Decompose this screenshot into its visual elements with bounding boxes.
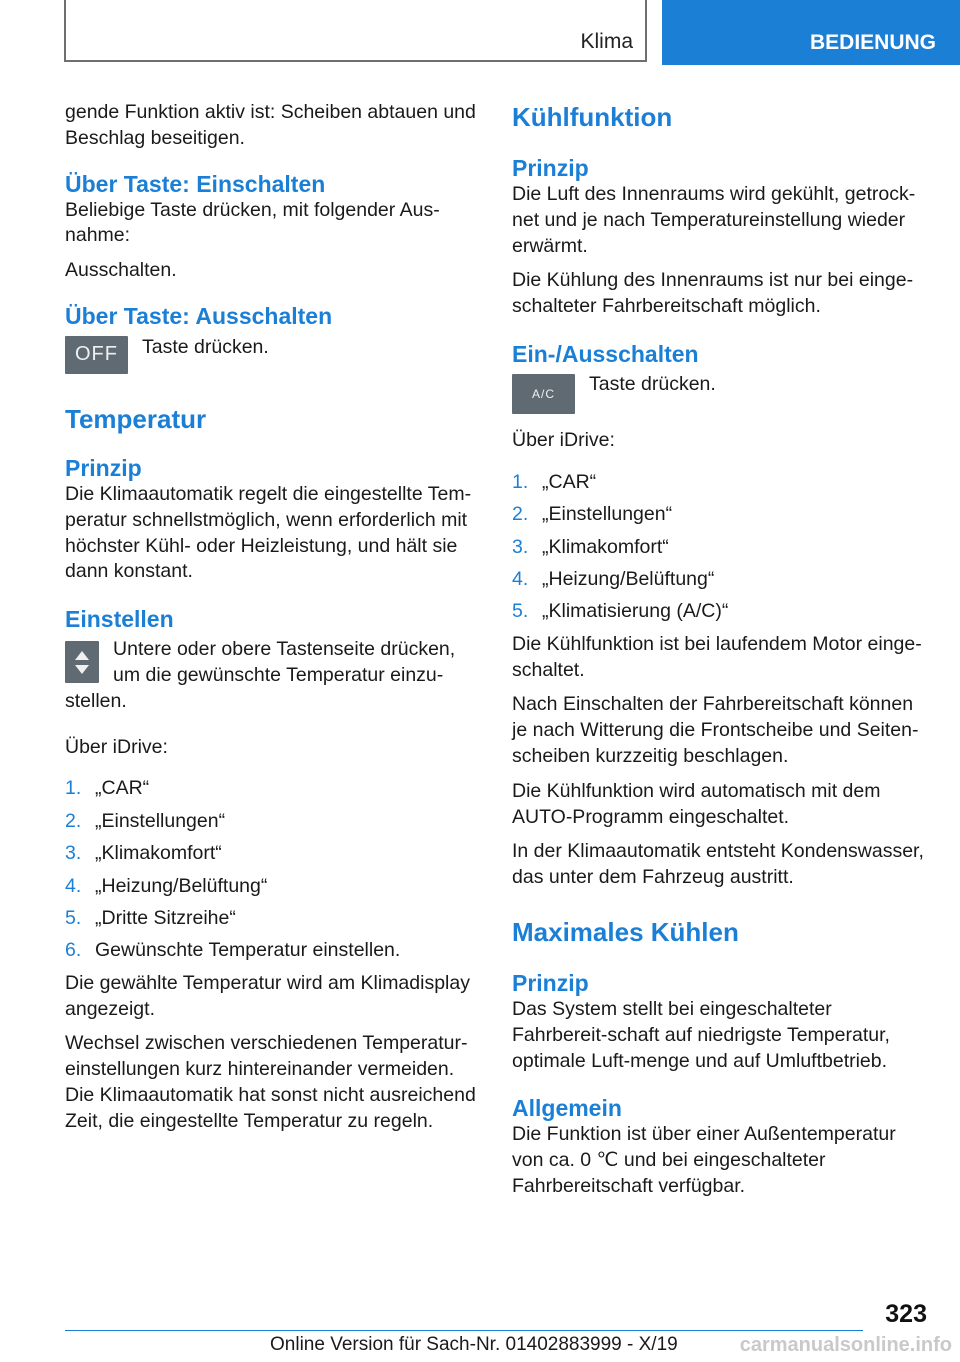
heading-einstellen: Einstellen [65,606,174,633]
list-item: 3. „Klimakomfort“ [65,842,222,865]
section-title: Klima [580,30,633,53]
text-display: Die gewählte Temperatur wird am Klimadisplay angezeigt. [65,971,470,1020]
text-motor: Die Kühlfunktion ist bei laufendem Motor einge-schaltet. [512,632,922,681]
text-nach: Nach Einschalten der Fahrbereitschaft können je nach Witterung die Frontscheibe und Seiten-scheiben kurzzeitig beschlagen. [512,693,919,767]
temp-instruction-cont: stellen. [65,689,127,712]
list-item: 4. „Heizung/Belüftung“ [512,567,715,590]
right-column [512,100,928,1209]
heading-prinzip-kuehl: Prinzip [512,155,589,181]
footer-watermark: carmanualsonline.info [739,1334,952,1356]
text-allgemein: Die Funktion ist über einer Außentemperatur von ca. 0 ℃ und bei eingeschalteter Fahrbereitschaft verfügbar. [512,1123,896,1197]
list-item: 2. „Einstellungen“ [65,809,226,832]
intro-text: gende Funktion aktiv ist: Scheiben abtauen und Beschlag beseitigen. [65,101,476,149]
heading-button-on: Über Taste: Einschalten [65,170,326,197]
text-prinzip: Die Klimaautomatik regelt die eingestellte Tem-peratur schnellstmöglich, wenn erforderlich mit höchster Kühl- oder Heizleistung, und hält sie dann konstant. [65,482,472,583]
header-chapter-box [662,0,960,65]
idrive-steps-right [512,470,928,625]
heading-button-off: Über Taste: Ausschalten [65,302,333,329]
list-item: 3. „Klimakomfort“ [512,535,669,558]
list-item: 5. „Klimatisierung (A/C)“ [512,600,729,623]
heading-allgemein: Allgemein [512,1095,622,1122]
list-item: 1. „CAR“ [65,777,150,800]
heading-temperatur: Temperatur [65,403,207,434]
list-item: 1. „CAR“ [512,470,597,493]
heading-kuehlfunktion: Kühlfunktion [512,102,673,132]
ac-button-icon: A/C [512,374,575,414]
off-instruction-text: Taste drücken. [142,335,269,358]
text-prinzip-2: Die Kühlung des Innenraums ist nur bei einge-schalteter Fahrbereitschaft möglich. [512,269,914,318]
list-item: 5. „Dritte Sitzreihe“ [65,906,236,929]
arrow-up-icon [75,651,89,660]
temp-instruction [65,638,479,689]
text-max: Das System stellt bei eingeschalteter Fahrbereit-schaft auf niedrigste Temperatur, optimale Luft-menge und auf Umluftbetrieb. [512,997,890,1072]
list-item: 6. Gewünschte Temperatur einstellen. [65,939,401,962]
header-section-box [64,0,647,62]
text-kondens: In der Klimaautomatik entsteht Kondenswasser, das unter dem Fahrzeug austritt. [512,840,924,889]
list-item: 4. „Heizung/Belüftung“ [65,874,268,897]
footer-divider [65,1330,863,1331]
text-wechsel: Wechsel zwischen verschiedenen Temperatur-einstellungen kurz hintereinander vermeiden. Die Klimaautomatik hat sonst nicht ausreichend Zeit, die eingestellte Temperatur zu regeln. [65,1032,476,1132]
idrive-label: Über iDrive: [65,735,168,758]
text-auto: Die Kühlfunktion wird automatisch mit dem AUTO-Programm eingeschaltet. [512,779,881,828]
temp-instruction-text: Untere oder obere Tastenseite drücken, um die gewünschte Temperatur einzu- [113,638,456,686]
ac-instruction [512,374,928,414]
ac-instruction-text: Taste drücken. [589,372,716,395]
footer-online-version: Online Version für Sach-Nr. 01402883999 - X/19 [270,1334,678,1355]
temp-rocker-icon [65,641,99,683]
off-button-icon: OFF [65,336,128,374]
heading-prinzip-max: Prinzip [512,969,589,996]
list-item: 2. „Einstellungen“ [512,503,673,526]
heading-ein-aus: Ein-/Ausschalten [512,340,699,367]
idrive-steps [65,776,479,964]
page-number: 323 [885,1300,927,1328]
text-on-1: Beliebige Taste drücken, mit folgender Aus-nahme: [65,198,440,247]
text-on-2: Ausschalten. [65,259,177,282]
arrow-down-icon [75,665,89,674]
heading-maximales-kuehlen: Maximales Kühlen [512,916,739,947]
chapter-title: BEDIENUNG [810,31,937,54]
off-instruction [65,336,479,374]
left-column [65,100,479,1143]
text-prinzip-1: Die Luft des Innenraums wird gekühlt, getrock-net und je nach Temperatureinstellung wieder erwärmt. [512,183,916,257]
idrive-label-right: Über iDrive: [512,428,615,451]
heading-prinzip: Prinzip [65,454,142,481]
